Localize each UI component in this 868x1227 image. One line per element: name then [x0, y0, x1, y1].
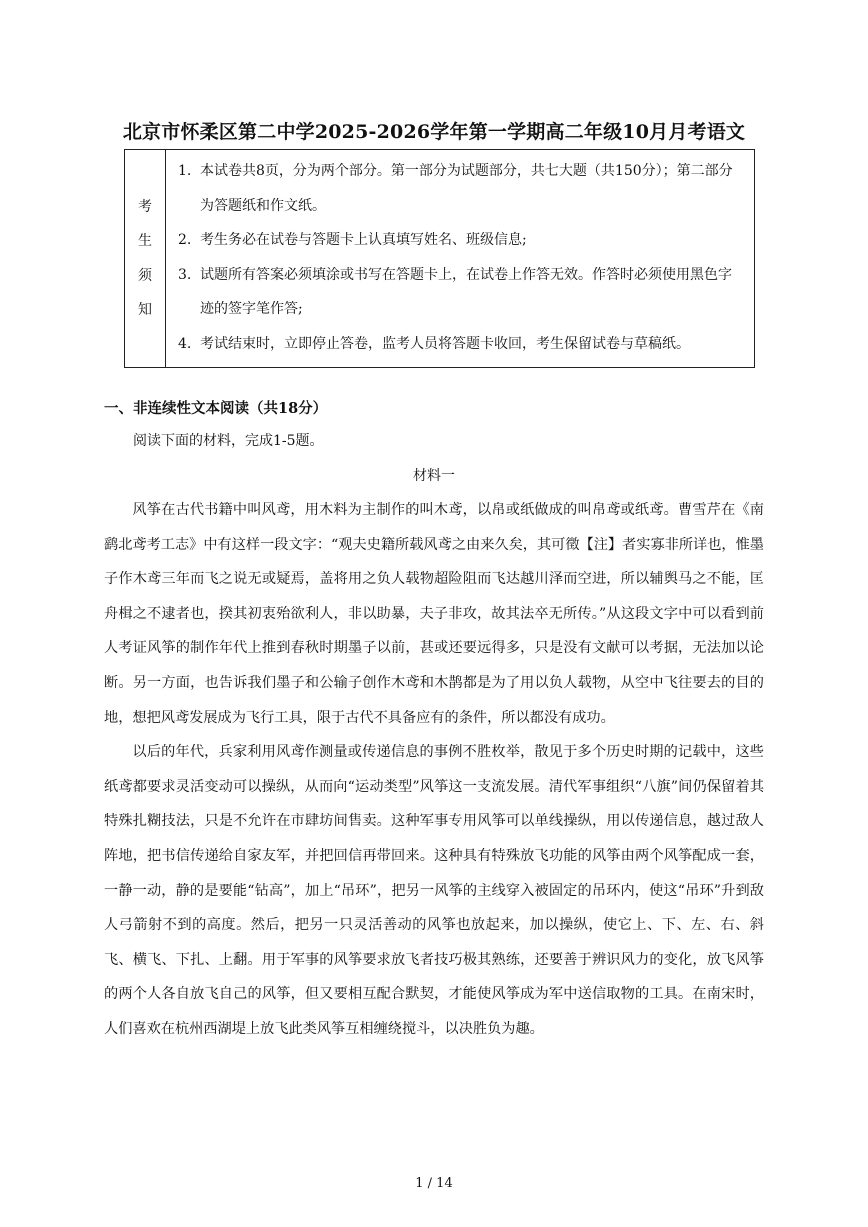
notice-item-text: 本试卷共8页，分为两个部分。第一部分为试题部分，共七大题（共150分）；第二部分为答题纸和作文纸。	[200, 163, 733, 214]
notice-item-text: 考生务必在试卷与答题卡上认真填写姓名、班级信息;	[200, 232, 527, 248]
notice-label-char: 考	[138, 198, 152, 215]
notice-item-text: 试题所有答案必须填涂或书写在答题卡上，在试卷上作答无效。作答时必须使用黑色字迹的签字笔作答;	[200, 266, 732, 317]
notice-item	[178, 154, 744, 223]
notice-item	[178, 327, 744, 362]
material-paragraph: 风筝在古代书籍中叫风鸢，用木料为主制作的叫木鸢，以帛或纸做成的叫帛鸢或纸鸢。曹雪芹在《南鹞北鸢考工志》中有这样一段文字：“观夫史籍所载风鸢之由来久矣，其可徵【注】者实寡非所详也，惟墨子作木鸢三年而飞之说无或疑焉，盖将用之负人载物超险阻而飞达越川泽而空进，所以辅舆马之不能，匡舟楫之不逮者也，揆其初衷殆欲利人，非以助暴，夫子非攻，故其法卒无所传。”从这段文字中可以看到前人考证风筝的制作年代上推到春秋时期墨子以前，甚或还要远得多，只是没有文献可以考据，无法加以论断。另一方面，也告诉我们墨子和公输子创作木鸢和木鹊都是为了用以负人载物，从空中飞往要去的目的地，想把风鸢发展成为飞行工具，限于古代不具备应有的条件，所以都没有成功。	[104, 502, 764, 726]
notice-item	[178, 258, 744, 327]
material-paragraph: 以后的年代，兵家利用风鸢作测量或传递信息的事例不胜枚举，散见于多个历史时期的记载中，这些纸鸢都要求灵活变动可以操纵，从而向“运动类型”风筝这一支流发展。清代军事组织“八旗”间仍保留着其特殊扎糊技法，只是不允许在市肆坊间售卖。这种军事专用风筝可以单线操纵，用以传递信息，越过敌人阵地，把书信传递给自家友军，并把回信再带回来。这种具有特殊放飞功能的风筝由两个风筝配成一套，一静一动，静的是要能“钻高”，加上“吊环”，把另一风筝的主线穿入被固定的吊环内，使这“吊环”升到敌人弓箭射不到的高度。然后，把另一只灵活善动的风筝也放起来，加以操纵，使它上、下、左、右、斜飞、横飞、下扎、上翻。用于军事的风筝要求放飞者技巧极其熟练，还要善于辨识风力的变化，放飞风筝的两个人各自放飞自己的风筝，但又要相互配合默契，才能使风筝成为军中送信取物的工具。在南宋时，人们喜欢在杭州西湖堤上放飞此类风筝互相缠绕搅斗，以决胜负为趣。	[104, 744, 765, 1037]
notice-item	[178, 223, 744, 258]
page-title: 北京市怀柔区第二中学2025-2026学年第一学期高二年级10月月考语文	[122, 121, 746, 143]
notice-item-number: 2.	[178, 232, 192, 248]
notice-item-number: 3.	[178, 266, 192, 283]
page-number: 1 / 14	[415, 1176, 453, 1191]
notice-label-char: 须	[138, 267, 152, 284]
notice-label-char: 知	[138, 302, 152, 318]
exam-notice-table	[124, 149, 755, 368]
notice-label-char: 生	[138, 233, 152, 249]
reading-instruction: 阅读下面的材料，完成1-5题。	[133, 433, 324, 449]
notice-item-text: 考试结束时，立即停止答卷，监考人员将答题卡收回，考生保留试卷与草稿纸。	[200, 335, 690, 352]
section-heading: 一、非连续性文本阅读（共18分）	[104, 400, 328, 417]
notice-item-number: 1.	[178, 163, 192, 179]
notice-item-number: 4.	[178, 335, 192, 352]
notice-items-cell	[166, 150, 755, 368]
material-title: 材料一	[413, 468, 455, 484]
material-body	[104, 493, 764, 1047]
notice-label-cell	[125, 150, 166, 368]
